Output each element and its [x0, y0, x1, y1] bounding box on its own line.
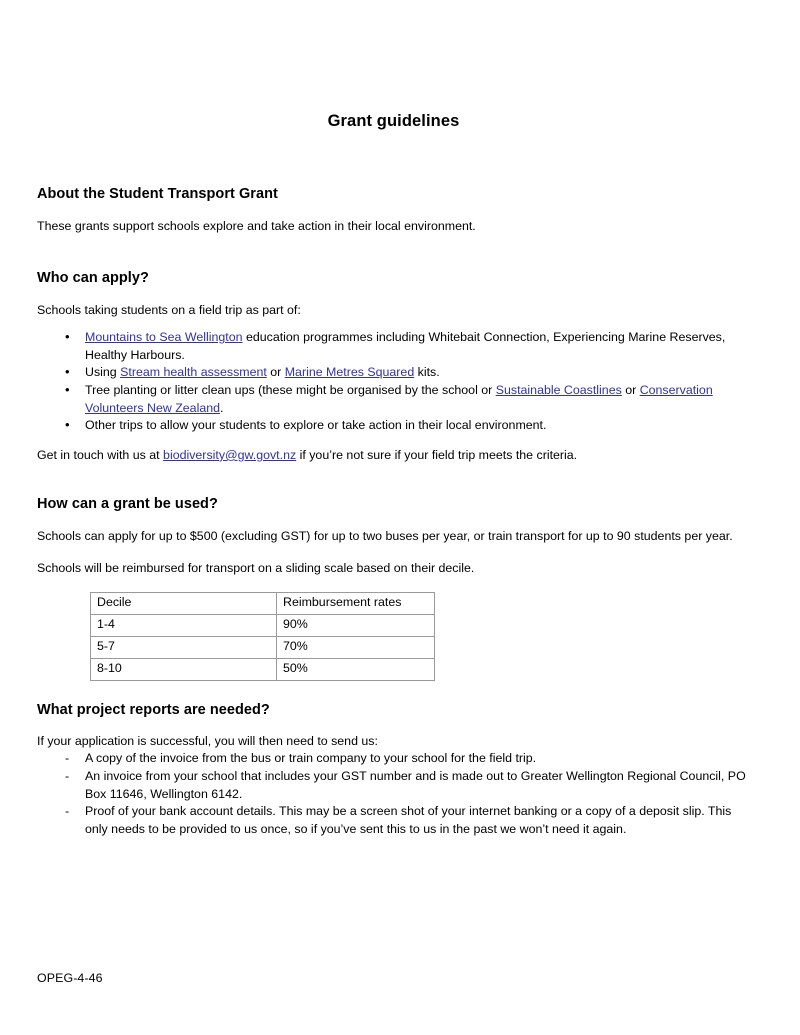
inline-text: Other trips to allow your students to explore or take action in their local environment.: [85, 418, 547, 433]
table-header-cell-decile: Decile: [91, 592, 277, 614]
table-row: [91, 614, 435, 636]
table-row: [91, 636, 435, 658]
how-used-paragraph-2: Schools will be reimbursed for transport on a sliding scale based on their decile.: [37, 561, 475, 576]
inline-text: Using: [85, 365, 121, 380]
inline-link[interactable]: Mountains to Sea Wellington: [85, 330, 243, 345]
list-item: - An invoice from your school that includes your GST number and is made out to Greater Wellington Regional Council, PO Box 11646, Wellington 6142.: [37, 768, 750, 803]
section-heading-how-used: How can a grant be used?: [37, 496, 218, 513]
table-header-row: [91, 592, 435, 614]
about-paragraph: These grants support schools explore and take action in their local environment.: [37, 219, 476, 233]
reimbursement-rates-table: [90, 592, 435, 681]
eligibility-bullet-list: [37, 329, 750, 435]
how-used-paragraph-1: Schools can apply for up to $500 (excluding GST) for up to two buses per year, or train transport for up to 90 students per year.: [37, 529, 733, 544]
list-item: - A copy of the invoice from the bus or train company to your school for the field trip.: [37, 750, 750, 768]
inline-link[interactable]: Stream health assessment: [120, 365, 267, 380]
contact-paragraph: [37, 447, 750, 465]
list-item: - Proof of your bank account details. This may be a screen shot of your internet banking or a copy of a deposit slip. This only needs to be provided to us once, so if you’ve sent this to us in the past we won’t need it again.: [37, 803, 750, 838]
list-item: [37, 382, 750, 417]
inline-link[interactable]: Sustainable Coastlines: [495, 383, 622, 398]
contact-email-link[interactable]: biodiversity@gw.govt.nz: [163, 447, 297, 462]
section-heading-project-reports: What project reports are needed?: [37, 701, 270, 718]
section-heading-about: About the Student Transport Grant: [37, 186, 278, 202]
table-header-cell-rate: Reimbursement rates: [277, 592, 435, 614]
list-item: [37, 417, 750, 435]
footer-document-code: OPEG-4-46: [37, 971, 103, 985]
inline-text: education programmes including Whitebait Connection, Experiencing Marine Reserves, Healthy Harbours.: [85, 330, 726, 362]
table-body: [91, 592, 435, 680]
table-cell-rate: 50%: [277, 658, 435, 680]
inline-link[interactable]: Conservation Volunteers New Zealand: [85, 383, 713, 415]
table-cell-decile: 1-4: [91, 614, 277, 636]
table-cell-decile: 8-10: [91, 658, 277, 680]
inline-text: or: [266, 365, 285, 380]
project-reports-intro: If your application is successful, you will then need to send us:: [37, 733, 378, 748]
table-cell-decile: 5-7: [91, 636, 277, 658]
table-cell-rate: 70%: [277, 636, 435, 658]
inline-text: kits.: [414, 365, 440, 380]
project-reports-list: [37, 750, 750, 838]
list-item: [37, 329, 750, 364]
inline-text: Tree planting or litter clean ups (these might be organised by the school or: [85, 383, 496, 398]
section-heading-who-can-apply: Who can apply?: [37, 269, 149, 286]
table-row: [91, 658, 435, 680]
page-title: Grant guidelines: [327, 112, 460, 130]
inline-text: .: [220, 400, 224, 415]
contact-suffix: if you’re not sure if your field trip meets the criteria.: [296, 447, 578, 462]
who-can-apply-intro: Schools taking students on a field trip as part of:: [37, 302, 301, 317]
inline-link[interactable]: Marine Metres Squared: [284, 365, 415, 380]
list-item: [37, 364, 750, 382]
contact-prefix: Get in touch with us at: [37, 447, 164, 462]
table-cell-rate: 90%: [277, 614, 435, 636]
inline-text: or: [621, 383, 640, 398]
